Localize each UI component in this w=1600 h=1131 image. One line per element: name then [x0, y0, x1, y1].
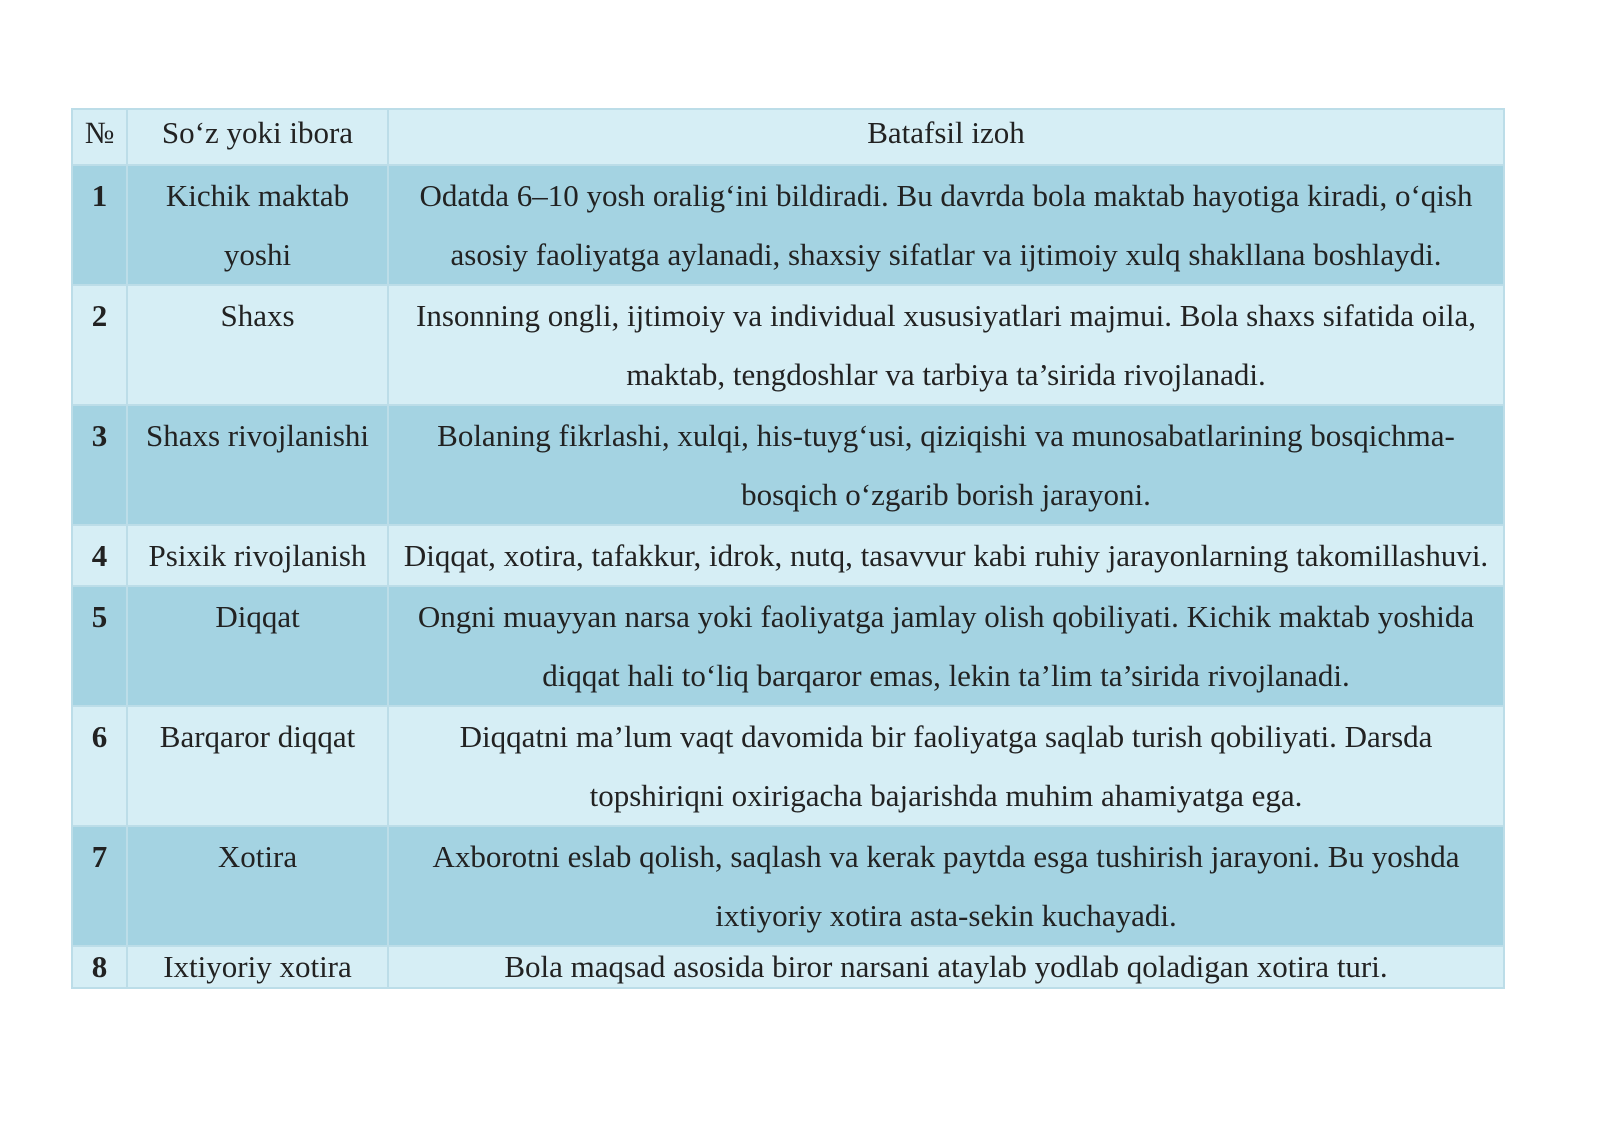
row-term: Psixik rivojlanish	[127, 525, 388, 586]
row-number: 1	[72, 165, 127, 285]
row-description: Bola maqsad asosida biror narsani ataylab yodlab qoladigan xotira turi.	[388, 946, 1504, 988]
row-description: Ongni muayyan narsa yoki faoliyatga jamlay olish qobiliyati. Kichik maktab yoshida diqqat hali to‘liq barqaror emas, lekin ta’lim ta’sirida rivojlanadi.	[388, 586, 1504, 706]
row-term: Shaxs rivojlanishi	[127, 405, 388, 525]
table-row	[72, 946, 1504, 988]
row-number: 3	[72, 405, 127, 525]
table-row	[72, 706, 1504, 826]
table-row	[72, 165, 1504, 285]
table-row	[72, 525, 1504, 586]
table-row	[72, 285, 1504, 405]
row-description: Insonning ongli, ijtimoiy va individual xususiyatlari majmui. Bola shaxs sifatida oila, maktab, tengdoshlar va tarbiya ta’sirida rivojlanadi.	[388, 285, 1504, 405]
table-body	[72, 165, 1504, 988]
header-description: Batafsil izoh	[388, 109, 1504, 165]
row-number: 2	[72, 285, 127, 405]
row-number: 6	[72, 706, 127, 826]
table-row	[72, 405, 1504, 525]
row-term: Barqaror diqqat	[127, 706, 388, 826]
row-description: Diqqat, xotira, tafakkur, idrok, nutq, tasavvur kabi ruhiy jarayonlarning takomillashuvi.	[388, 525, 1504, 586]
row-number: 8	[72, 946, 127, 988]
header-term: So‘z yoki ibora	[127, 109, 388, 165]
row-number: 5	[72, 586, 127, 706]
row-description: Diqqatni ma’lum vaqt davomida bir faoliyatga saqlab turish qobiliyati. Darsda topshiriqni oxirigacha bajarishda muhim ahamiyatga ega.	[388, 706, 1504, 826]
table-header	[72, 109, 1504, 165]
row-term: Xotira	[127, 826, 388, 946]
header-row	[72, 109, 1504, 165]
row-term: Shaxs	[127, 285, 388, 405]
row-number: 4	[72, 525, 127, 586]
row-term: Kichik maktab yoshi	[127, 165, 388, 285]
header-number: №	[72, 109, 127, 165]
row-description: Bolaning fikrlashi, xulqi, his-tuyg‘usi, qiziqishi va munosabatlarining bosqichma-bosqich o‘zgarib borish jarayoni.	[388, 405, 1504, 525]
row-number: 7	[72, 826, 127, 946]
row-term: Ixtiyoriy xotira	[127, 946, 388, 988]
row-description: Odatda 6–10 yosh oralig‘ini bildiradi. Bu davrda bola maktab hayotiga kiradi, o‘qish asosiy faoliyatga aylanadi, shaxsiy sifatlar va ijtimoiy xulq shakllana boshlaydi.	[388, 165, 1504, 285]
row-description: Axborotni eslab qolish, saqlash va kerak paytda esga tushirish jarayoni. Bu yoshda ixtiyoriy xotira asta-sekin kuchayadi.	[388, 826, 1504, 946]
table-row	[72, 586, 1504, 706]
glossary-table	[71, 108, 1505, 989]
table-row	[72, 826, 1504, 946]
row-term: Diqqat	[127, 586, 388, 706]
